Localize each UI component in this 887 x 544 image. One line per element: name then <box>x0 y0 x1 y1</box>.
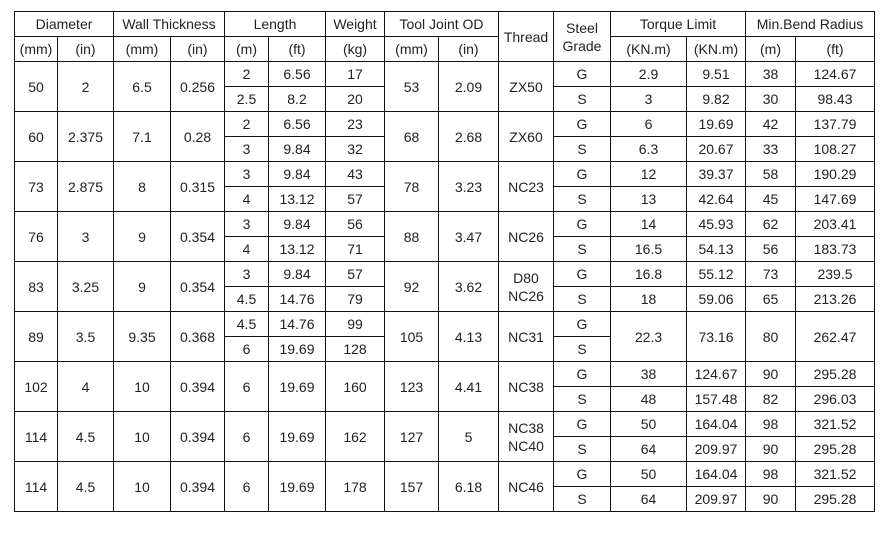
steel-grade: G <box>554 362 611 387</box>
diameter-in: 2 <box>58 62 114 112</box>
torque-limit-knm-2: 164.04 <box>687 412 746 437</box>
min-bend-radius-ft: 108.27 <box>796 137 875 162</box>
length-ft: 13.12 <box>269 187 326 212</box>
weight-kg: 57 <box>326 187 385 212</box>
tool-joint-od-mm: 92 <box>385 262 439 312</box>
min-bend-radius-m: 98 <box>746 412 796 437</box>
torque-limit-knm-2: 19.69 <box>687 112 746 137</box>
min-bend-radius-ft: 190.29 <box>796 162 875 187</box>
tool-joint-od-mm: 123 <box>385 362 439 412</box>
unit-cell: (in) <box>439 37 499 62</box>
header-steel-grade <box>554 12 611 62</box>
torque-limit-knm: 12 <box>611 162 687 187</box>
thread-type <box>499 312 554 362</box>
steel-grade: G <box>554 62 611 87</box>
torque-limit-knm: 16.8 <box>611 262 687 287</box>
thread-type <box>499 112 554 162</box>
weight-kg: 99 <box>326 312 385 337</box>
thread-label: NC26 <box>508 228 544 245</box>
thread-label: NC31 <box>508 328 544 345</box>
unit-cell: (KN.m) <box>687 37 746 62</box>
min-bend-radius-ft: 321.52 <box>796 412 875 437</box>
wall-thickness-mm: 9 <box>114 262 171 312</box>
wall-thickness-mm: 9.35 <box>114 312 171 362</box>
steel-grade: G <box>554 212 611 237</box>
torque-limit-knm-2: 42.64 <box>687 187 746 212</box>
diameter-in: 2.375 <box>58 112 114 162</box>
thread-label: NC26 <box>508 287 544 304</box>
table-row <box>15 262 875 287</box>
torque-limit-knm: 48 <box>611 387 687 412</box>
tool-joint-od-in: 6.18 <box>439 462 499 512</box>
thread-type <box>499 462 554 512</box>
tool-joint-od-in: 2.09 <box>439 62 499 112</box>
wall-thickness-mm: 10 <box>114 462 171 512</box>
table-row <box>15 362 875 387</box>
steel-grade: G <box>554 162 611 187</box>
weight-kg: 20 <box>326 87 385 112</box>
torque-limit-knm-2: 9.51 <box>687 62 746 87</box>
min-bend-radius-m: 33 <box>746 137 796 162</box>
length-ft: 6.56 <box>269 112 326 137</box>
length-ft: 9.84 <box>269 262 326 287</box>
diameter-in: 4.5 <box>58 412 114 462</box>
diameter-mm: 89 <box>15 312 58 362</box>
length-ft: 8.2 <box>269 87 326 112</box>
unit-cell: (in) <box>58 37 114 62</box>
length-m: 6 <box>225 337 269 362</box>
min-bend-radius-ft: 137.79 <box>796 112 875 137</box>
tool-joint-od-in: 3.62 <box>439 262 499 312</box>
tool-joint-od-in: 3.23 <box>439 162 499 212</box>
length-ft: 19.69 <box>269 412 326 462</box>
min-bend-radius-m: 90 <box>746 437 796 462</box>
length-ft: 9.84 <box>269 137 326 162</box>
diameter-mm: 102 <box>15 362 58 412</box>
torque-limit-knm: 13 <box>611 187 687 212</box>
tool-joint-od-in: 4.41 <box>439 362 499 412</box>
weight-kg: 32 <box>326 137 385 162</box>
length-ft: 19.69 <box>269 462 326 512</box>
min-bend-radius-m: 82 <box>746 387 796 412</box>
length-m: 4 <box>225 237 269 262</box>
length-ft: 14.76 <box>269 312 326 337</box>
min-bend-radius-m: 90 <box>746 362 796 387</box>
thread-label: NC23 <box>508 178 544 195</box>
tool-joint-od-mm: 68 <box>385 112 439 162</box>
wall-thickness-in: 0.394 <box>171 362 225 412</box>
torque-limit-knm: 16.5 <box>611 237 687 262</box>
steel-grade: G <box>554 112 611 137</box>
tool-joint-od-mm: 157 <box>385 462 439 512</box>
diameter-mm: 114 <box>15 462 58 512</box>
tool-joint-od-mm: 105 <box>385 312 439 362</box>
torque-limit-knm-2: 164.04 <box>687 462 746 487</box>
wall-thickness-mm: 6.5 <box>114 62 171 112</box>
length-ft: 9.84 <box>269 212 326 237</box>
torque-limit-knm-2: 20.67 <box>687 137 746 162</box>
length-ft: 6.56 <box>269 62 326 87</box>
length-m: 4.5 <box>225 312 269 337</box>
weight-kg: 79 <box>326 287 385 312</box>
min-bend-radius-m: 62 <box>746 212 796 237</box>
weight-kg: 128 <box>326 337 385 362</box>
length-m: 4.5 <box>225 287 269 312</box>
diameter-in: 3 <box>58 212 114 262</box>
min-bend-radius-m: 90 <box>746 487 796 512</box>
wall-thickness-mm: 8 <box>114 162 171 212</box>
torque-limit-knm: 64 <box>611 487 687 512</box>
unit-cell: (m) <box>746 37 796 62</box>
unit-cell: (in) <box>171 37 225 62</box>
table-row <box>15 112 875 137</box>
wall-thickness-in: 0.315 <box>171 162 225 212</box>
min-bend-radius-m: 73 <box>746 262 796 287</box>
length-m: 3 <box>225 137 269 162</box>
unit-cell: (ft) <box>796 37 875 62</box>
tool-joint-od-in: 3.47 <box>439 212 499 262</box>
steel-grade: G <box>554 412 611 437</box>
table-row <box>15 212 875 237</box>
diameter-in: 4 <box>58 362 114 412</box>
length-m: 6 <box>225 462 269 512</box>
min-bend-radius-ft: 239.5 <box>796 262 875 287</box>
length-m: 2.5 <box>225 87 269 112</box>
steel-grade: S <box>554 487 611 512</box>
thread-type <box>499 162 554 212</box>
steel-grade: S <box>554 87 611 112</box>
min-bend-radius-ft: 147.69 <box>796 187 875 212</box>
torque-limit-knm: 6.3 <box>611 137 687 162</box>
min-bend-radius-m: 42 <box>746 112 796 137</box>
wall-thickness-in: 0.354 <box>171 262 225 312</box>
header-steel-grade-line2: Grade <box>562 37 602 54</box>
length-m: 3 <box>225 262 269 287</box>
min-bend-radius-m: 65 <box>746 287 796 312</box>
min-bend-radius-m: 80 <box>746 312 796 362</box>
torque-limit-knm: 50 <box>611 462 687 487</box>
torque-limit-knm-2: 45.93 <box>687 212 746 237</box>
min-bend-radius-ft: 295.28 <box>796 362 875 387</box>
torque-limit-knm-2: 209.97 <box>687 487 746 512</box>
tool-joint-od-mm: 88 <box>385 212 439 262</box>
min-bend-radius-m: 30 <box>746 87 796 112</box>
diameter-mm: 60 <box>15 112 58 162</box>
unit-cell: (mm) <box>15 37 58 62</box>
tool-joint-od-mm: 127 <box>385 412 439 462</box>
steel-grade: S <box>554 237 611 262</box>
steel-grade: S <box>554 387 611 412</box>
thread-label: D80 <box>513 269 539 286</box>
length-ft: 19.69 <box>269 362 326 412</box>
header-steel-grade-line1: Steel <box>566 19 598 36</box>
length-m: 4 <box>225 187 269 212</box>
weight-kg: 56 <box>326 212 385 237</box>
drill-pipe-spec-table <box>14 11 875 512</box>
steel-grade: G <box>554 462 611 487</box>
wall-thickness-in: 0.394 <box>171 412 225 462</box>
thread-label: NC46 <box>508 478 544 495</box>
weight-kg: 23 <box>326 112 385 137</box>
tool-joint-od-mm: 53 <box>385 62 439 112</box>
header-row <box>15 12 875 37</box>
steel-grade: S <box>554 187 611 212</box>
min-bend-radius-m: 56 <box>746 237 796 262</box>
min-bend-radius-ft: 213.26 <box>796 287 875 312</box>
header-wall-thickness: Wall Thickness <box>114 12 225 37</box>
steel-grade: G <box>554 262 611 287</box>
torque-limit-knm: 18 <box>611 287 687 312</box>
torque-limit-knm-2: 55.12 <box>687 262 746 287</box>
diameter-in: 3.5 <box>58 312 114 362</box>
unit-cell: (KN.m) <box>611 37 687 62</box>
min-bend-radius-ft: 98.43 <box>796 87 875 112</box>
header-thread: Thread <box>499 12 554 62</box>
thread-type <box>499 62 554 112</box>
min-bend-radius-m: 58 <box>746 162 796 187</box>
length-m: 2 <box>225 62 269 87</box>
steel-grade: S <box>554 437 611 462</box>
weight-kg: 178 <box>326 462 385 512</box>
header-min-bend-radius: Min.Bend Radius <box>746 12 875 37</box>
unit-cell: (kg) <box>326 37 385 62</box>
torque-limit-knm: 3 <box>611 87 687 112</box>
min-bend-radius-ft: 203.41 <box>796 212 875 237</box>
header-weight: Weight <box>326 12 385 37</box>
thread-label: NC38 <box>508 378 544 395</box>
wall-thickness-in: 0.368 <box>171 312 225 362</box>
length-m: 6 <box>225 362 269 412</box>
steel-grade: G <box>554 312 611 337</box>
steel-grade: S <box>554 137 611 162</box>
wall-thickness-in: 0.354 <box>171 212 225 262</box>
length-m: 3 <box>225 162 269 187</box>
unit-cell: (ft) <box>269 37 326 62</box>
unit-cell: (mm) <box>114 37 171 62</box>
tool-joint-od-mm: 78 <box>385 162 439 212</box>
thread-label: ZX60 <box>509 128 543 145</box>
wall-thickness-in: 0.394 <box>171 462 225 512</box>
header-torque-limit: Torque Limit <box>611 12 746 37</box>
torque-limit-knm: 38 <box>611 362 687 387</box>
min-bend-radius-m: 45 <box>746 187 796 212</box>
length-m: 6 <box>225 412 269 462</box>
length-m: 3 <box>225 212 269 237</box>
min-bend-radius-ft: 124.67 <box>796 62 875 87</box>
min-bend-radius-ft: 262.47 <box>796 312 875 362</box>
weight-kg: 43 <box>326 162 385 187</box>
torque-limit-knm: 22.3 <box>611 312 687 362</box>
diameter-mm: 83 <box>15 262 58 312</box>
min-bend-radius-ft: 295.28 <box>796 487 875 512</box>
tool-joint-od-in: 5 <box>439 412 499 462</box>
torque-limit-knm-2: 9.82 <box>687 87 746 112</box>
unit-cell: (mm) <box>385 37 439 62</box>
table-row <box>15 62 875 87</box>
diameter-mm: 76 <box>15 212 58 262</box>
thread-type <box>499 262 554 312</box>
header-tool-joint-od: Tool Joint OD <box>385 12 499 37</box>
tool-joint-od-in: 2.68 <box>439 112 499 162</box>
torque-limit-knm: 2.9 <box>611 62 687 87</box>
diameter-mm: 50 <box>15 62 58 112</box>
units-row <box>15 37 875 62</box>
thread-label: NC40 <box>508 437 544 454</box>
length-ft: 13.12 <box>269 237 326 262</box>
diameter-in: 4.5 <box>58 462 114 512</box>
thread-type <box>499 212 554 262</box>
length-m: 2 <box>225 112 269 137</box>
thread-label: ZX50 <box>509 78 543 95</box>
steel-grade: S <box>554 337 611 362</box>
min-bend-radius-m: 38 <box>746 62 796 87</box>
table-row <box>15 312 875 337</box>
min-bend-radius-ft: 295.28 <box>796 437 875 462</box>
torque-limit-knm: 14 <box>611 212 687 237</box>
diameter-mm: 73 <box>15 162 58 212</box>
weight-kg: 162 <box>326 412 385 462</box>
torque-limit-knm-2: 73.16 <box>687 312 746 362</box>
wall-thickness-in: 0.28 <box>171 112 225 162</box>
min-bend-radius-ft: 183.73 <box>796 237 875 262</box>
thread-type <box>499 412 554 462</box>
torque-limit-knm-2: 39.37 <box>687 162 746 187</box>
torque-limit-knm-2: 54.13 <box>687 237 746 262</box>
table-row <box>15 412 875 437</box>
wall-thickness-mm: 7.1 <box>114 112 171 162</box>
wall-thickness-mm: 10 <box>114 412 171 462</box>
wall-thickness-mm: 10 <box>114 362 171 412</box>
weight-kg: 57 <box>326 262 385 287</box>
weight-kg: 160 <box>326 362 385 412</box>
thread-label: NC38 <box>508 419 544 436</box>
min-bend-radius-m: 98 <box>746 462 796 487</box>
header-length: Length <box>225 12 326 37</box>
length-ft: 9.84 <box>269 162 326 187</box>
torque-limit-knm-2: 59.06 <box>687 287 746 312</box>
thread-type <box>499 362 554 412</box>
torque-limit-knm: 6 <box>611 112 687 137</box>
torque-limit-knm: 64 <box>611 437 687 462</box>
diameter-in: 2.875 <box>58 162 114 212</box>
wall-thickness-in: 0.256 <box>171 62 225 112</box>
torque-limit-knm-2: 209.97 <box>687 437 746 462</box>
length-ft: 14.76 <box>269 287 326 312</box>
torque-limit-knm: 50 <box>611 412 687 437</box>
wall-thickness-mm: 9 <box>114 212 171 262</box>
min-bend-radius-ft: 321.52 <box>796 462 875 487</box>
table-row <box>15 462 875 487</box>
table-row <box>15 162 875 187</box>
steel-grade: S <box>554 287 611 312</box>
header-diameter: Diameter <box>15 12 114 37</box>
length-ft: 19.69 <box>269 337 326 362</box>
torque-limit-knm-2: 124.67 <box>687 362 746 387</box>
weight-kg: 17 <box>326 62 385 87</box>
diameter-in: 3.25 <box>58 262 114 312</box>
weight-kg: 71 <box>326 237 385 262</box>
diameter-mm: 114 <box>15 412 58 462</box>
min-bend-radius-ft: 296.03 <box>796 387 875 412</box>
torque-limit-knm-2: 157.48 <box>687 387 746 412</box>
unit-cell: (m) <box>225 37 269 62</box>
tool-joint-od-in: 4.13 <box>439 312 499 362</box>
